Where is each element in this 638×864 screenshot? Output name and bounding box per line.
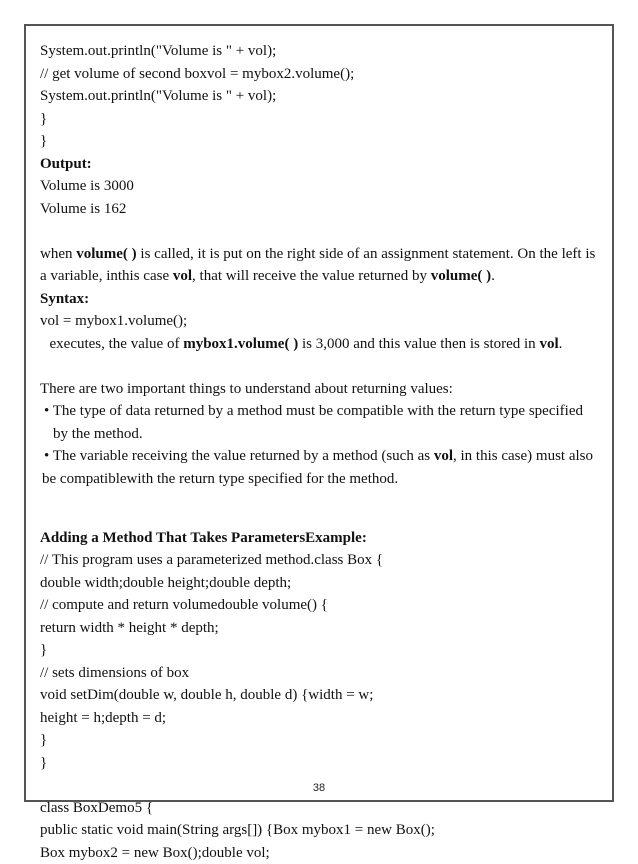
syntax-description: executes, the value of mybox1.volume( ) is 3,000 and this value then is stored in vol.: [40, 333, 604, 356]
code-line: System.out.println("Volume is " + vol);: [40, 40, 604, 63]
code-line: }: [40, 752, 604, 775]
code-line: Box mybox2 = new Box();double vol;: [40, 842, 604, 864]
bullet-continuation: by the method.: [40, 423, 604, 446]
code-line: // get volume of second boxvol = mybox2.volume();: [40, 63, 604, 86]
code-line: height = h;depth = d;: [40, 707, 604, 730]
code-line: }: [40, 108, 604, 131]
bullet-item: • The variable receiving the value returned by a method (such as vol, in this case) must also: [40, 445, 604, 468]
paragraph-line: a variable, inthis case vol, that will receive the value returned by volume( ).: [40, 265, 604, 288]
code-line: void setDim(double w, double h, double d) {width = w;: [40, 684, 604, 707]
bullet-item: • The type of data returned by a method must be compatible with the return type specified: [40, 400, 604, 423]
syntax-code: vol = mybox1.volume();: [40, 310, 604, 333]
paragraph-line: when volume( ) is called, it is put on the right side of an assignment statement. On the left is: [40, 243, 604, 266]
intro-line: There are two important things to understand about returning values:: [40, 378, 604, 401]
code-line: double width;double height;double depth;: [40, 572, 604, 595]
output-line: Volume is 162: [40, 198, 604, 221]
document-body: [40, 40, 604, 864]
page-number: 38: [26, 782, 612, 794]
code-line: // sets dimensions of box: [40, 662, 604, 685]
code-line: System.out.println("Volume is " + vol);: [40, 85, 604, 108]
code-line: }: [40, 130, 604, 153]
code-line: // This program uses a parameterized method.class Box {: [40, 549, 604, 572]
bullet-continuation: be compatiblewith the return type specified for the method.: [40, 468, 604, 491]
code-line: class BoxDemo5 {: [40, 797, 604, 820]
output-heading: Output:: [40, 153, 604, 176]
code-line: public static void main(String args[]) {Box mybox1 = new Box();: [40, 819, 604, 842]
code-line: }: [40, 729, 604, 752]
page-frame: [24, 24, 614, 802]
syntax-heading: Syntax:: [40, 288, 604, 311]
code-line: return width * height * depth;: [40, 617, 604, 640]
code-line: // compute and return volumedouble volume() {: [40, 594, 604, 617]
section-heading: Adding a Method That Takes ParametersExample:: [40, 527, 604, 550]
code-line: }: [40, 639, 604, 662]
output-line: Volume is 3000: [40, 175, 604, 198]
